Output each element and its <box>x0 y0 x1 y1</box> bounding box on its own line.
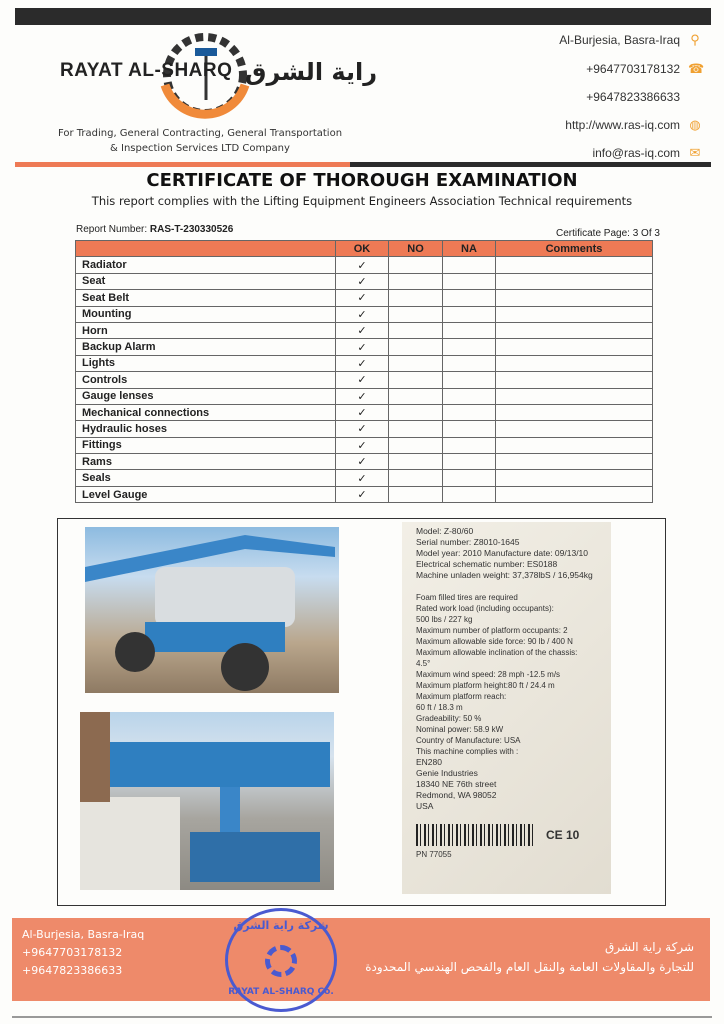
report-number-label: Report Number: <box>76 224 148 235</box>
phone-icon: ☎ <box>688 61 705 76</box>
table-row <box>76 486 653 502</box>
na-cell <box>443 322 496 338</box>
ok-cell: ✓ <box>336 290 389 306</box>
stamp-text-ar: شركة راية الشرق <box>233 919 329 932</box>
machine-photo-2 <box>80 712 334 890</box>
plate-line: 4.5° <box>416 659 431 668</box>
plate-line: Maximum allowable side force: 90 lb / 400 N <box>416 637 573 646</box>
comments-cell <box>496 404 653 420</box>
machine-data-plate <box>402 522 611 894</box>
na-cell <box>443 306 496 322</box>
mail-icon: ✉ <box>689 145 701 160</box>
gear-icon <box>265 945 297 977</box>
na-cell <box>443 470 496 486</box>
col-item <box>76 241 336 257</box>
no-cell <box>389 437 443 453</box>
table-row <box>76 372 653 388</box>
na-cell <box>443 355 496 371</box>
no-cell <box>389 486 443 502</box>
table-row <box>76 470 653 486</box>
na-cell <box>443 421 496 437</box>
plate-line: USA <box>416 801 434 811</box>
phone-text: +9647823386633 <box>586 90 680 104</box>
company-tagline <box>50 126 350 156</box>
table-row <box>76 290 653 306</box>
comments-cell <box>496 339 653 355</box>
plate-line: EN280 <box>416 757 442 767</box>
table-row <box>76 322 653 338</box>
comments-cell <box>496 322 653 338</box>
comments-cell <box>496 454 653 470</box>
comments-cell <box>496 372 653 388</box>
table-row <box>76 421 653 437</box>
na-cell <box>443 339 496 355</box>
contact-phone-2 <box>586 90 680 104</box>
na-cell <box>443 388 496 404</box>
plate-line: Maximum allowable inclination of the chassis: <box>416 648 578 657</box>
ok-cell: ✓ <box>336 273 389 289</box>
certificate-page: Certificate Page: 3 Of 3 <box>556 228 660 239</box>
no-cell <box>389 339 443 355</box>
item-label: Seat Belt <box>76 290 336 306</box>
no-cell <box>389 421 443 437</box>
comments-cell <box>496 437 653 453</box>
barcode <box>416 824 536 846</box>
plate-line: Gradeability: 50 % <box>416 714 482 723</box>
header-divider-orange <box>15 162 350 167</box>
plate-line: Maximum platform height:80 ft / 24.4 m <box>416 681 555 690</box>
comments-cell <box>496 470 653 486</box>
report-number <box>76 224 233 235</box>
comments-cell <box>496 355 653 371</box>
part-number: PN 77055 <box>416 850 452 859</box>
ok-cell: ✓ <box>336 257 389 273</box>
col-ok: OK <box>336 241 389 257</box>
email-link[interactable]: info@ras-iq.com <box>592 146 680 160</box>
ok-cell: ✓ <box>336 372 389 388</box>
table-row <box>76 404 653 420</box>
inspection-table <box>75 240 653 503</box>
contact-email[interactable] <box>592 146 702 160</box>
globe-icon: ◍ <box>689 117 701 132</box>
item-label: Controls <box>76 372 336 388</box>
company-name-en: RAYAT AL-SHARQ <box>60 60 233 81</box>
company-stamp <box>225 908 337 1012</box>
top-bar <box>15 8 711 25</box>
no-cell <box>389 273 443 289</box>
item-label: Radiator <box>76 257 336 273</box>
ok-cell: ✓ <box>336 388 389 404</box>
item-label: Seat <box>76 273 336 289</box>
footer-tagline-ar: للتجارة والمقاولات العامة والنقل العام والفحص الهندسي المحدودة <box>365 960 694 974</box>
item-label: Rams <box>76 454 336 470</box>
plate-line: This machine complies with : <box>416 747 519 756</box>
table-row <box>76 257 653 273</box>
item-label: Mechanical connections <box>76 404 336 420</box>
contact-phone-1 <box>586 61 705 76</box>
plate-line: Electrical schematic number: ES0188 <box>416 559 558 569</box>
comments-cell <box>496 421 653 437</box>
table-row <box>76 437 653 453</box>
comments-cell <box>496 306 653 322</box>
tagline-line-1: For Trading, General Contracting, General Transportation <box>57 128 343 139</box>
ok-cell: ✓ <box>336 306 389 322</box>
header-divider-dark <box>350 162 711 167</box>
page-title: CERTIFICATE OF THOROUGH EXAMINATION <box>146 170 578 191</box>
table-row <box>76 306 653 322</box>
comments-cell <box>496 486 653 502</box>
no-cell <box>389 355 443 371</box>
item-label: Seals <box>76 470 336 486</box>
col-comments: Comments <box>496 241 653 257</box>
item-label: Fittings <box>76 437 336 453</box>
plate-line: Model: Z-80/60 <box>416 526 474 536</box>
col-na: NA <box>443 241 496 257</box>
barcode-row <box>416 824 597 846</box>
comments-cell <box>496 273 653 289</box>
footer-company-ar: شركة راية الشرق <box>605 940 694 954</box>
na-cell <box>443 404 496 420</box>
plate-line: Serial number: Z8010-1645 <box>416 537 520 547</box>
tagline-line-2: & Inspection Services LTD Company <box>110 143 290 154</box>
na-cell <box>443 273 496 289</box>
ok-cell: ✓ <box>336 421 389 437</box>
report-number-value: RAS-T-230330526 <box>149 224 234 235</box>
plate-line: Foam filled tires are required <box>416 593 518 602</box>
plate-line: Redmond, WA 98052 <box>416 790 497 800</box>
plate-line: Maximum platform reach: <box>416 692 507 701</box>
address-text: Al-Burjesia, Basra-Iraq <box>559 33 680 47</box>
no-cell <box>389 454 443 470</box>
na-cell <box>443 257 496 273</box>
plate-line: 18340 NE 76th street <box>416 779 497 789</box>
ok-cell: ✓ <box>336 355 389 371</box>
no-cell <box>389 257 443 273</box>
no-cell <box>389 306 443 322</box>
col-no: NO <box>389 241 443 257</box>
no-cell <box>389 322 443 338</box>
item-label: Horn <box>76 322 336 338</box>
ok-cell: ✓ <box>336 339 389 355</box>
comments-cell <box>496 388 653 404</box>
footer-address: Al-Burjesia, Basra-Iraq <box>22 928 145 941</box>
plate-line: 500 lbs / 227 kg <box>416 615 473 624</box>
contact-website[interactable] <box>565 118 702 132</box>
ce-mark: CE 10 <box>546 827 580 842</box>
na-cell <box>443 486 496 502</box>
phone-text: +9647703178132 <box>586 62 680 76</box>
table-row <box>76 355 653 371</box>
machine-photo-1 <box>85 527 339 693</box>
ok-cell: ✓ <box>336 322 389 338</box>
ok-cell: ✓ <box>336 470 389 486</box>
location-pin-icon: ⚲ <box>690 32 700 47</box>
table-row <box>76 454 653 470</box>
na-cell <box>443 437 496 453</box>
no-cell <box>389 388 443 404</box>
item-label: Lights <box>76 355 336 371</box>
table-row <box>76 339 653 355</box>
plate-line: Country of Manufacture: USA <box>416 736 521 745</box>
website-link[interactable]: http://www.ras-iq.com <box>565 118 680 132</box>
table-row <box>76 388 653 404</box>
no-cell <box>389 404 443 420</box>
plate-line: 60 ft / 18.3 m <box>416 703 463 712</box>
ok-cell: ✓ <box>336 486 389 502</box>
footer-phone-2: +9647823386633 <box>22 964 123 977</box>
na-cell <box>443 372 496 388</box>
footer-phone-1: +9647703178132 <box>22 946 123 959</box>
na-cell <box>443 290 496 306</box>
no-cell <box>389 290 443 306</box>
ok-cell: ✓ <box>336 454 389 470</box>
plate-line: Maximum number of platform occupants: 2 <box>416 626 568 635</box>
comments-cell <box>496 257 653 273</box>
item-label: Level Gauge <box>76 486 336 502</box>
plate-line: Model year: 2010 Manufacture date: 09/13/10 <box>416 548 589 558</box>
plate-line: Nominal power: 58.9 kW <box>416 725 504 734</box>
ok-cell: ✓ <box>336 404 389 420</box>
company-name-ar: راية الشرق <box>245 58 378 86</box>
ok-cell: ✓ <box>336 437 389 453</box>
contact-address <box>559 33 702 47</box>
no-cell <box>389 372 443 388</box>
table-row <box>76 273 653 289</box>
plate-line: Genie Industries <box>416 768 478 778</box>
bottom-rule <box>12 1016 712 1018</box>
plate-line: Machine unladen weight: 37,378lbS / 16,954kg <box>416 570 593 580</box>
item-label: Backup Alarm <box>76 339 336 355</box>
na-cell <box>443 454 496 470</box>
plate-line: Maximum wind speed: 28 mph -12.5 m/s <box>416 670 561 679</box>
no-cell <box>389 470 443 486</box>
item-label: Gauge lenses <box>76 388 336 404</box>
item-label: Hydraulic hoses <box>76 421 336 437</box>
comments-cell <box>496 290 653 306</box>
plate-line: Rated work load (including occupants): <box>416 604 554 613</box>
stamp-text-en: RAYAT AL-SHARQ Co. <box>228 987 334 997</box>
item-label: Mounting <box>76 306 336 322</box>
plate-line <box>416 581 597 592</box>
page-subtitle: This report complies with the Lifting Equipment Engineers Association Technical requirements <box>91 194 633 208</box>
